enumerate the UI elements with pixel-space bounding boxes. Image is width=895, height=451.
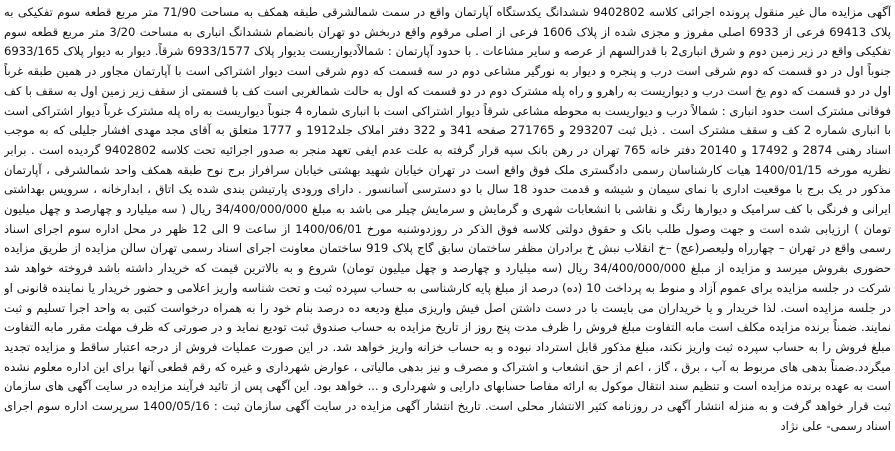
auction-notice-text: آگهی مزایده مال غیر منقول پرونده اجرائی کلاسه 9402802 ششدانگ یکدستگاه آپارتمان واقع در سمت شمالشرقی طبقه همکف به مساحت 71/90 متر مربع قطعه سوم تفکیکی به پلاک 69413 فرعی از 6933 اصلی مفروز و مجزی شده از پلاک 1606 فرعی از اصلی مرقوم واقع دربخش دو تهران بانضمام ششدانگ انباری به مساحت 3/20 متر مربع قطعه سوم تفکیکی واقع در زیر زمین دوم و شرق انباری2 با قدرالسهم از عرصه و سایر مشاعات . با حدود آپارتمان : شمالاًدیواریست بدیوار پلاک 6933/1577 شرقاً. دیوار به دیوار پلاک 6933/165 جنوباً اول در دو قسمت که دوم شرقی است درب و پنجره و دیوار به نورگیر مشاعی دوم در سه قسمت که دوم شرقی است دیوار اشتراکی است با آپارتمان مجاور در همین طبقه غرباً اول در دو قسمت که دوم یخ است درب و دیواریست به راهرو و راه پله مشترک دوم در دو قسمت که اول به حالت شمالغربی است کف با قسمتی از سقف زیر زمین اول به سقف با کف فوقانی مشترک است حدود انباری : شمالاً درب و دیواریست به محوطه مشاعی شرقاً دیوار اشتراکی است با انباری شماره 4 جنوباً دیواریست به راه پله مشترک غرباً دیوار اشتراکی است با انباری شماره 2 کف و سقف مشترک است . ذیل ثبت 293207 و 271765 صفحه 341 و 322 دفتر املاک جلد1912 و 1777 متعلق به آقای مجد مهدی افشار جلیلی که به موجب اسناد رهنی 2874 و 17492 و 20140 دفتر خانه 765 تهران در رهن بانک سپه قرار گرفته به علت عدم ایفی تعهد منجر به صدور اجرائیه تحت کلاسه 9402802 گردیده است . برابر نظریه مورخه 1400/01/15 هیات کارشناسان رسمی دادگستری ملک فوق واقع است در تهران خیابان شهید بهشتی خیابان سرافراز برج نوح طبقه همکف واحد شمالشرقی ، آپارتمان مذکور در یک برج با موقعیت اداری با نمای سیمان و شیشه و قدمت حدود 18 سال با دو دسترسی آسانسور . دارای ورودی پارتیشن بندی شده یک اتاق ، ابدارخانه ، سرویس بهداشتی ایرانی و فرنگی با کف سرامیک و دیوارها رنگ و نقاشی با انشعابات شهری و گرمایش و سرمایش چیلر می باشد به مبلغ 34/400/000/000 ریال ( سه میلیارد و چهارصد و چهل میلیون تومان ) ارزیابی شده است و جهت وصول طلب بانک و حقوق دولتی کلاسه فوق الذکر در روزدوشنبه مورخ 1400/06/01 از ساعت 9 الی 12 ظهر در محل اداره سوم اجرای اسناد رسمی واقع در تهران – چهارراه ولیعصر(عج) –خ انقلاب نبش خ برادران مظفر ساختمان سابق گاج پلاک 919 ساختمان معاونت اجرای اسناد رسمی تهران سالن مزایده از طریق مزایده حضوری بفروش میرسد و مزایده از مبلغ 34/400/000/000 ریال (سه میلیارد و چهارصد و چهل میلیون تومان) شروع و به بالاترین قیمت که خریدار داشته باشد فروخته خواهد شد شرکت در جلسه مزایده برای عموم آزاد و منوط به پرداخت 10 (ده) درصد از مبلغ پایه کارشناسی به حساب سپرده ثبت و تحت شناسه واریز اعلامی و حضور خریدار یا نماینده قانونی او در جلسه مزایده است. لذا خریدار و یا خریداران می بایست با در دست داشتن اصل فیش واریزی مبلغ ودیعه ده درصد بنام خود را به همراه درخواست کتبی به واحد اجرا تسلیم و ثبت نمایند. ضمناً برنده مزایده مکلف است مابه التفاوت مبلغ فروش را ظرف مدت پنج روز از تاریخ مزایده به حساب صندوق ثبت تودیع نماید و در صورتی که ظرف مهلت مقرر مابه التفاوت مبلغ فروش را به حساب سپرده ثبت واریز نکند، مبلغ مذکور قابل استرداد نبوده و به حساب خزانه واریز خواهد شد. در این صورت عملیات فروش از درجه اعتبار ساقط و مزایده تجدید میگردد.ضمناً بدهی های مربوط به آب ، برق ، گاز ، اعم از حق انشعاب و اشتراک و مصرف و نیز بدهی مالیاتی ، عوارض شهرداری و غیره که رقم قطعی آنها برای این اداره معلوم نشده است به عهده برنده مزایده است و تنظیم سند انتقال موکول به ارائه مفاصا حسابهای دارایی و شهرداری و ... خواهد بود. این آگهی پس از تائید فرآیند مزایده در سایت آگهی های سازمان ثبت قرار خواهد گرفت و به منزله انتشار آگهی در روزنامه کثیر الانتشار محلی است. تاریخ انتشار آگهی مزایده در سایت آگهی سازمان ثبت : 1400/05/16 سرپرست اداره سوم اجرای اسناد رسمی- علی نژاد xyxy=(4,5,891,433)
